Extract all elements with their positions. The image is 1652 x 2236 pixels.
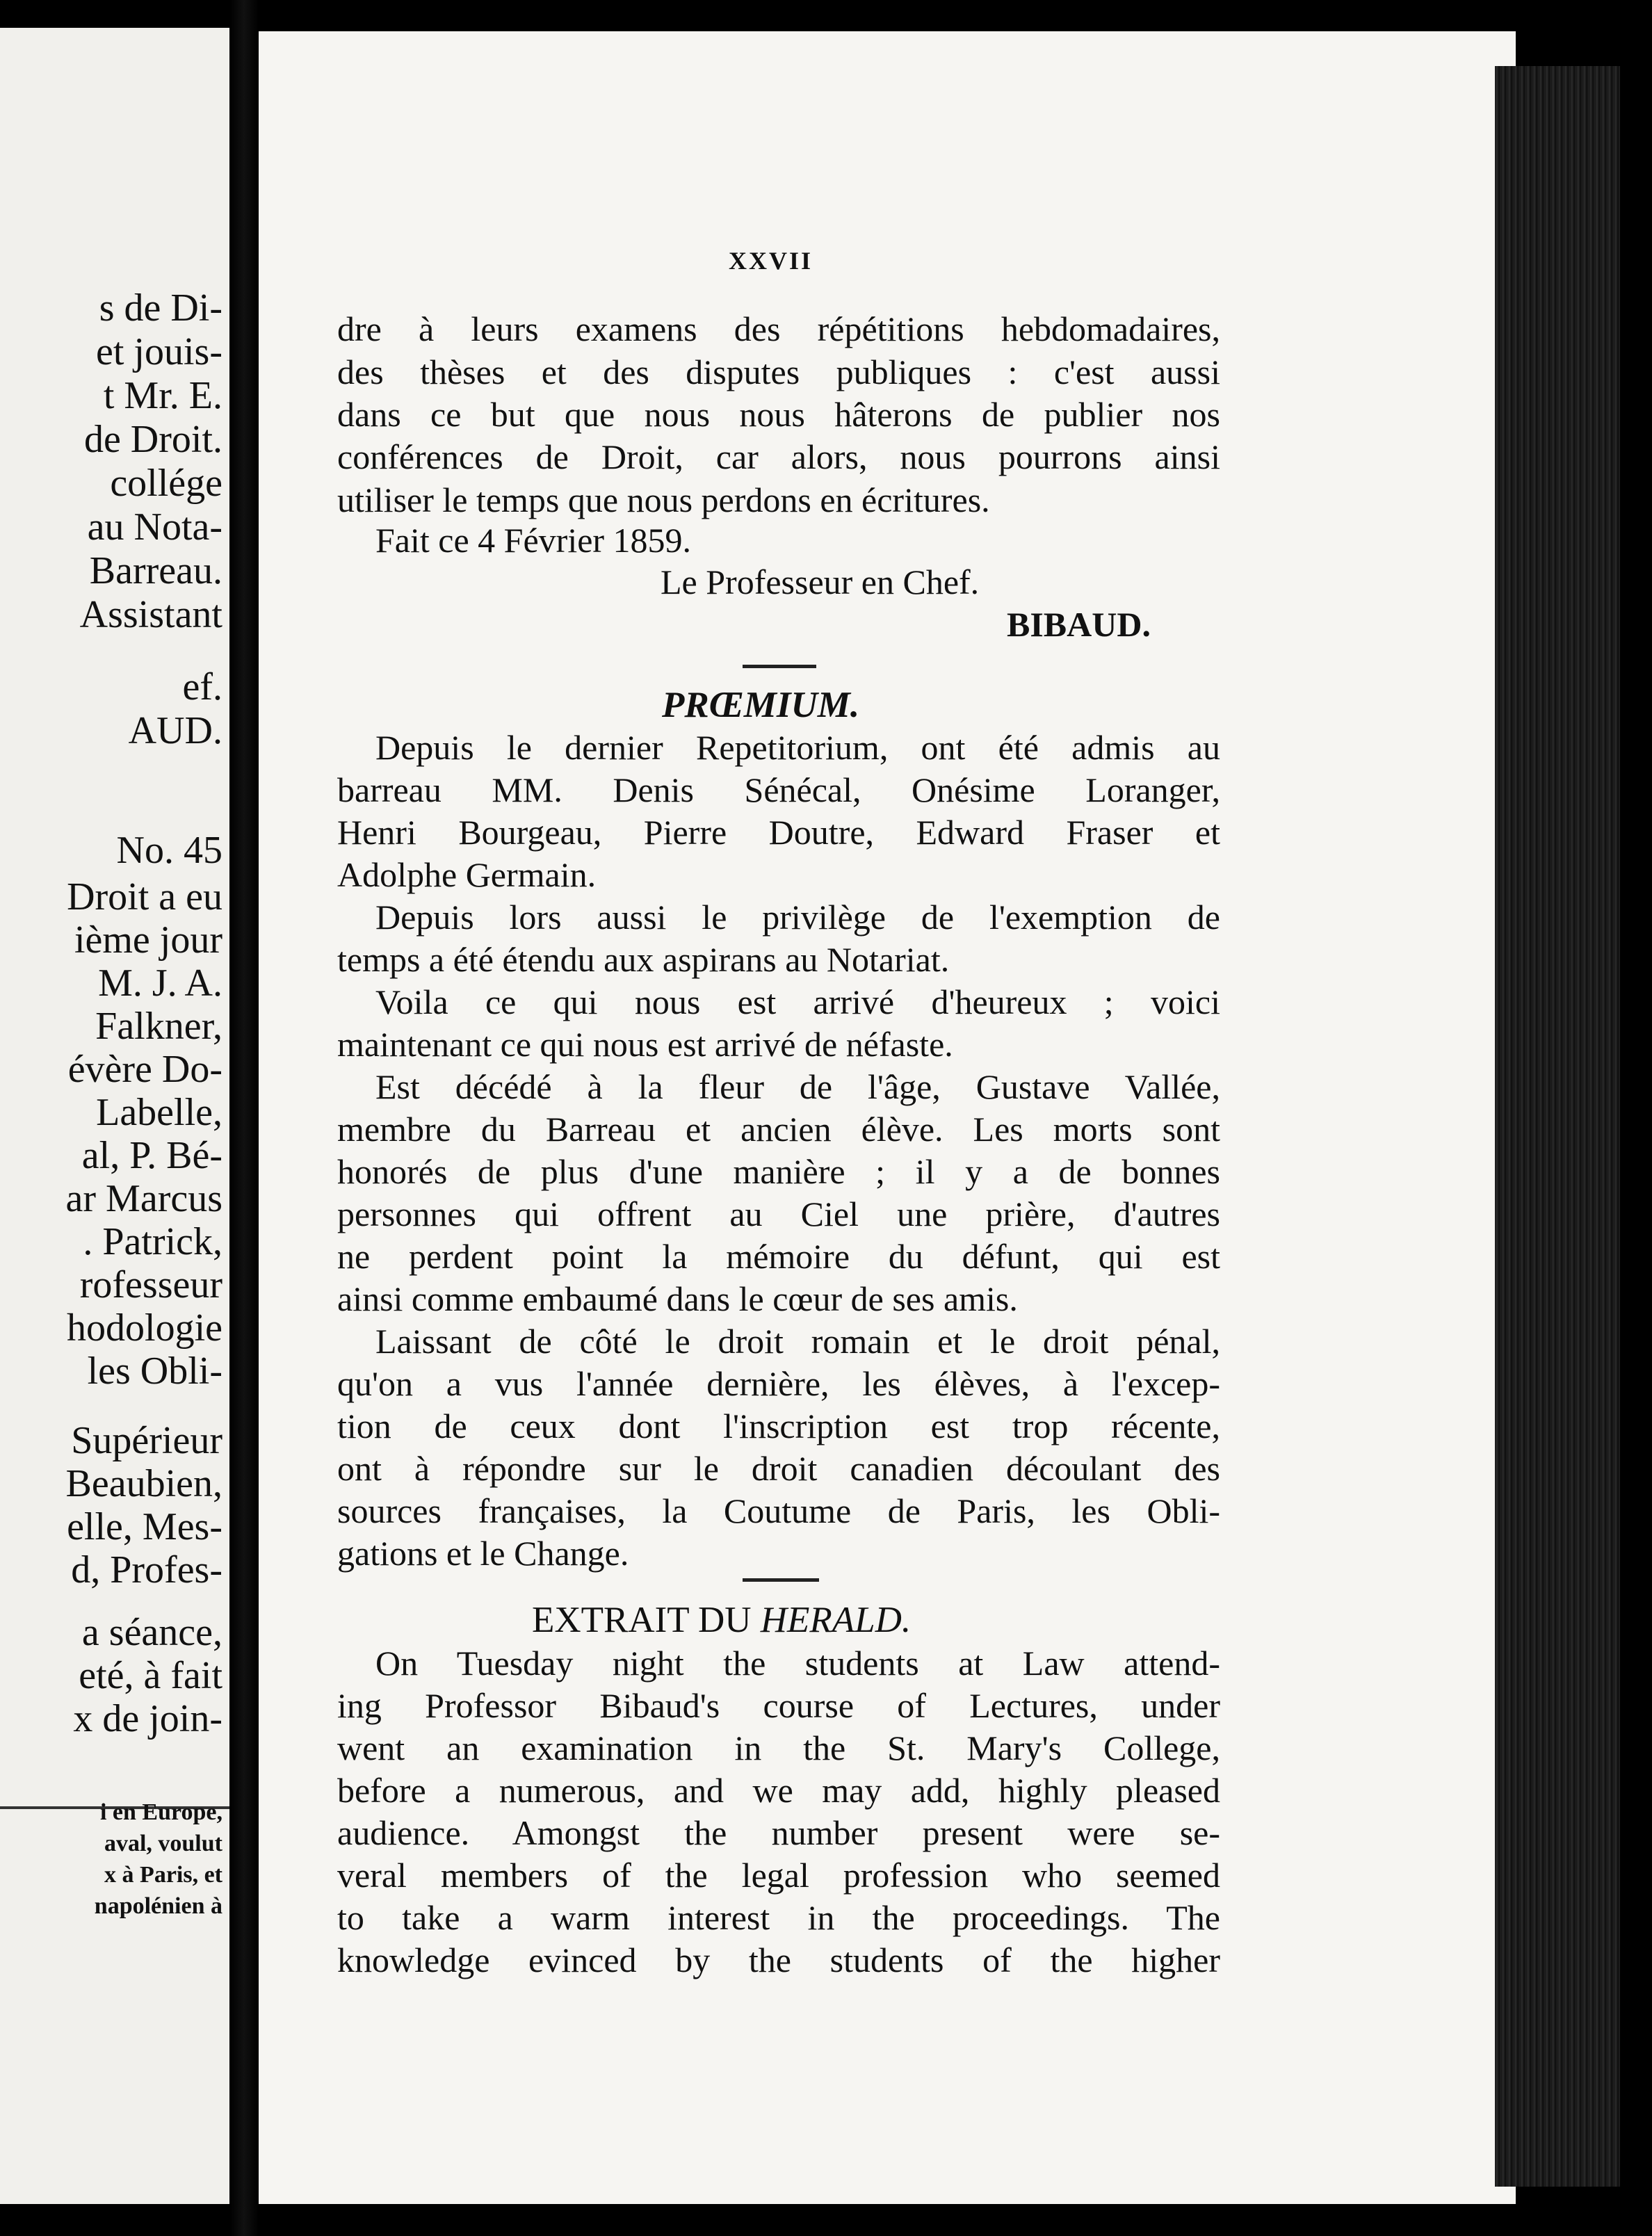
left-page-line: ième jour xyxy=(74,918,222,962)
left-page-line: hodologie xyxy=(67,1306,222,1350)
left-page-line: Falkner, xyxy=(95,1005,222,1048)
page-number: XXVII xyxy=(729,247,813,275)
text-line: ont à répondre sur le droit canadien découlant des xyxy=(337,1449,1220,1488)
text-line: personnes qui offrent au Ciel une prière, d'autres xyxy=(337,1194,1220,1233)
text-line: barreau MM. Denis Sénécal, Onésime Loranger, xyxy=(337,770,1220,809)
left-page-line: de Droit. xyxy=(83,418,222,461)
signature-title: Le Professeur en Chef. xyxy=(661,562,980,601)
text-line: tion de ceux dont l'inscription est trop récente, xyxy=(337,1407,1220,1445)
text-line: Depuis le dernier Repetitorium, ont été admis au xyxy=(375,728,1220,767)
left-page-line: AUD. xyxy=(128,709,222,752)
left-page-line: les Obli- xyxy=(87,1350,222,1393)
left-page-footnote-line: napolénien à xyxy=(94,1893,222,1919)
text-line: Depuis lors aussi le privilège de l'exemption de xyxy=(375,898,1220,937)
left-page-line: eté, à fait xyxy=(79,1654,222,1697)
left-page-line: ar Marcus xyxy=(65,1177,222,1220)
left-page-line: Beaubien, xyxy=(65,1462,222,1505)
left-page-footnote-line: aval, voulut xyxy=(104,1831,222,1856)
text-line: veral members of the legal profession who seemed xyxy=(337,1856,1220,1895)
text-line: maintenant ce qui nous est arrivé de néfaste. xyxy=(337,1025,953,1064)
left-page-line: Barreau. xyxy=(89,549,222,592)
text-line: Adolphe Germain. xyxy=(337,855,597,894)
text-line: Voila ce qui nous est arrivé d'heureux ; voici xyxy=(375,982,1220,1021)
left-page-line: ef. xyxy=(182,665,222,708)
text-line: sources françaises, la Coutume de Paris, les Obli- xyxy=(337,1491,1220,1530)
section-divider xyxy=(743,665,816,668)
left-page-footnote-line: i en Europe, xyxy=(99,1799,222,1825)
left-page-line: et jouis- xyxy=(96,330,222,373)
left-page-line: M. J. A. xyxy=(98,962,222,1005)
left-page-line: No. 45 xyxy=(116,829,222,872)
left-page-line: évère Do- xyxy=(67,1048,222,1091)
text-line: dre à leurs examens des répétitions hebdomadaires, xyxy=(337,309,1220,348)
left-page-line: elle, Mes- xyxy=(67,1505,222,1548)
text-line: ainsi comme embaumé dans le cœur de ses amis. xyxy=(337,1279,1018,1318)
left-page-line: a séance, xyxy=(81,1611,222,1654)
left-page-footnote-line: x à Paris, et xyxy=(104,1862,222,1888)
herald-heading xyxy=(532,1602,911,1639)
text-line: On Tuesday night the students at Law attend- xyxy=(375,1644,1220,1683)
left-page-fragment xyxy=(0,28,229,2204)
text-line: honorés de plus d'une manière ; il y a de bonnes xyxy=(337,1152,1220,1191)
left-page-line: al, P. Bé- xyxy=(81,1134,222,1177)
text-line: knowledge evinced by the students of the higher xyxy=(337,1941,1220,1979)
signature-name: BIBAUD. xyxy=(1007,605,1151,644)
text-line: audience. Amongst the number present were se- xyxy=(337,1813,1220,1852)
herald-heading-prefix: EXTRAIT DU xyxy=(532,1600,752,1640)
text-line: ing Professor Bibaud's course of Lectures, under xyxy=(337,1686,1220,1725)
premium-heading: PRŒMIUM. xyxy=(662,685,860,725)
section-divider xyxy=(743,1578,819,1582)
date-line: Fait ce 4 Février 1859. xyxy=(375,521,692,560)
text-line: ne perdent point la mémoire du défunt, qui est xyxy=(337,1237,1220,1276)
text-line: Laissant de côté le droit romain et le droit pénal, xyxy=(375,1322,1220,1361)
text-line: temps a été étendu aux aspirans au Notariat. xyxy=(337,940,950,979)
text-line: utiliser le temps que nous perdons en écritures. xyxy=(337,480,990,519)
left-page-line: au Nota- xyxy=(87,505,222,549)
book-page-edge xyxy=(1495,66,1620,2187)
text-line: qu'on a vus l'année dernière, les élèves, à l'excep- xyxy=(337,1364,1220,1403)
text-line: dans ce but que nous nous hâterons de publier nos xyxy=(337,395,1220,434)
left-page-line: . Patrick, xyxy=(83,1220,222,1263)
text-line: to take a warm interest in the proceedings. The xyxy=(337,1898,1220,1937)
left-page-line: s de Di- xyxy=(99,286,222,330)
left-page-line: Droit a eu xyxy=(67,875,222,918)
left-page-line: t Mr. E. xyxy=(103,374,222,417)
left-page-line: collége xyxy=(110,462,222,505)
left-page-line: Labelle, xyxy=(96,1091,222,1134)
left-page-line: rofesseur xyxy=(79,1263,222,1306)
text-line: Est décédé à la fleur de l'âge, Gustave Vallée, xyxy=(375,1067,1220,1106)
left-page-line: d, Profes- xyxy=(71,1548,222,1591)
book-gutter xyxy=(229,0,259,2236)
text-line: gations et le Change. xyxy=(337,1534,629,1573)
text-line: Henri Bourgeau, Pierre Doutre, Edward Fraser et xyxy=(337,813,1220,852)
left-page-line: Supérieur xyxy=(71,1419,222,1462)
herald-heading-title: HERALD. xyxy=(760,1600,912,1640)
text-line: went an examination in the St. Mary's College, xyxy=(337,1728,1220,1767)
left-page-line: Assistant xyxy=(79,593,222,636)
text-line: des thèses et des disputes publiques : c'est aussi xyxy=(337,353,1220,391)
text-line: before a numerous, and we may add, highly pleased xyxy=(337,1771,1220,1810)
left-page-line: x de join- xyxy=(73,1697,222,1740)
text-line: conférences de Droit, car alors, nous pourrons ainsi xyxy=(337,437,1220,476)
text-line: membre du Barreau et ancien élève. Les morts sont xyxy=(337,1110,1220,1149)
